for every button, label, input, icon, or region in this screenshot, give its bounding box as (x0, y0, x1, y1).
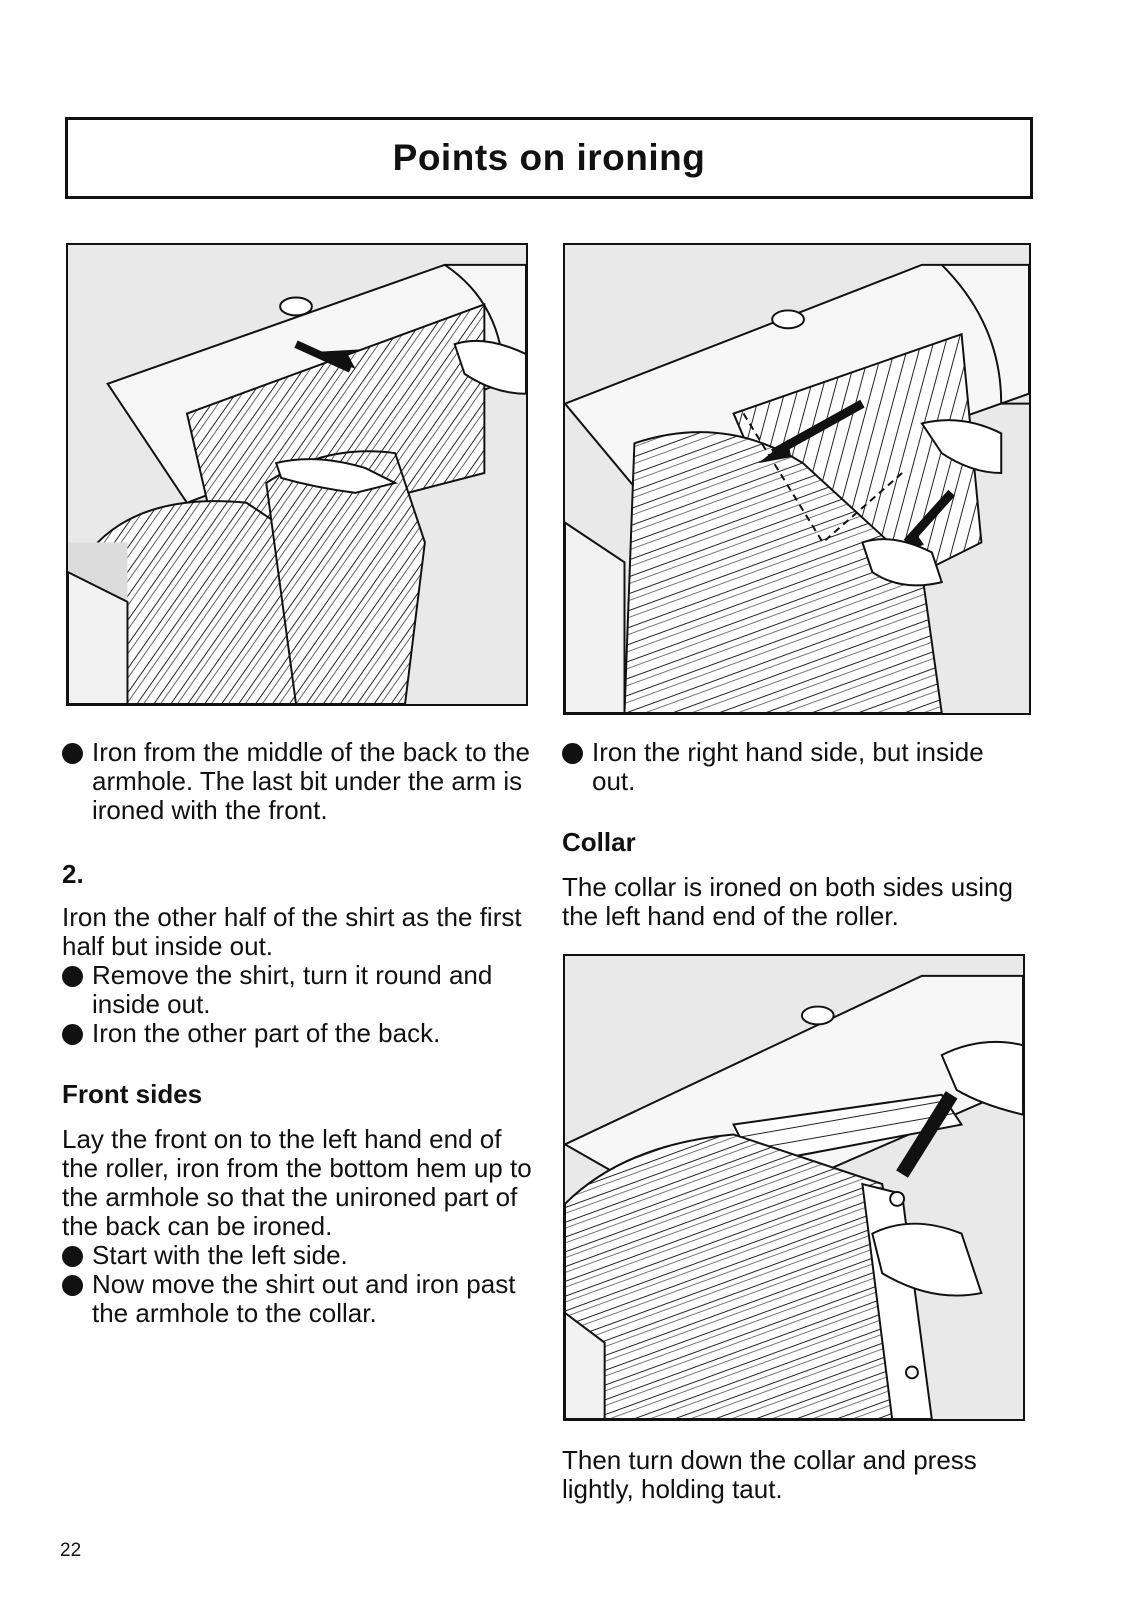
front-sides-heading: Front sides (62, 1079, 203, 1109)
bullet-icon (62, 1275, 83, 1296)
collar-text: The collar is ironed on both sides using the left hand end of the roller. (562, 872, 1013, 931)
page-title: Points on ironing (392, 137, 706, 178)
bullet-icon (62, 1246, 83, 1267)
step-text-block (62, 903, 532, 1048)
illustration-collar-ironing (563, 954, 1025, 1421)
bullet-text: Now move the shirt out and iron past the armhole to the collar. (92, 1269, 516, 1328)
bullet-item (62, 1241, 532, 1270)
title-box (65, 117, 1033, 199)
bullet-text: Start with the left side. (92, 1240, 348, 1270)
left-column (62, 738, 532, 825)
bullet-text: Iron from the middle of the back to the armhole. The last bit under the arm is ironed with the front. (92, 737, 530, 825)
bullet-icon (62, 966, 83, 987)
bullet-item (62, 1019, 532, 1048)
bullet-icon (562, 743, 583, 764)
bullet-item (62, 961, 532, 1019)
bullet-text: Iron the right hand side, but inside out. (592, 737, 984, 796)
step-text: Iron the other half of the shirt as the first half but inside out. (62, 902, 522, 961)
page-number: 22 (60, 1540, 82, 1561)
collar-heading: Collar (562, 827, 636, 857)
front-sides-text: Lay the front on to the left hand end of the roller, iron from the bottom hem up to the armhole so that the unironed part of the back can be ironed. (62, 1124, 532, 1241)
bullet-item (62, 738, 532, 825)
bullet-text: Remove the shirt, turn it round and inside out. (92, 960, 493, 1019)
step-block (62, 860, 532, 889)
step-number: 2. (62, 859, 84, 889)
illustration-back-ironing (66, 243, 528, 706)
closing-text: Then turn down the collar and press lightly, holding taut. (562, 1445, 977, 1504)
front-sides-section (62, 1080, 532, 1328)
bullet-item (562, 738, 1032, 796)
right-column-top (562, 738, 1032, 796)
collar-section (562, 828, 1032, 931)
bullet-text: Iron the other part of the back. (92, 1018, 441, 1048)
closing-block (562, 1446, 1032, 1504)
bullet-icon (62, 1024, 83, 1045)
bullet-icon (62, 743, 83, 764)
bullet-item (62, 1270, 532, 1328)
illustration-right-side-ironing (563, 243, 1031, 715)
